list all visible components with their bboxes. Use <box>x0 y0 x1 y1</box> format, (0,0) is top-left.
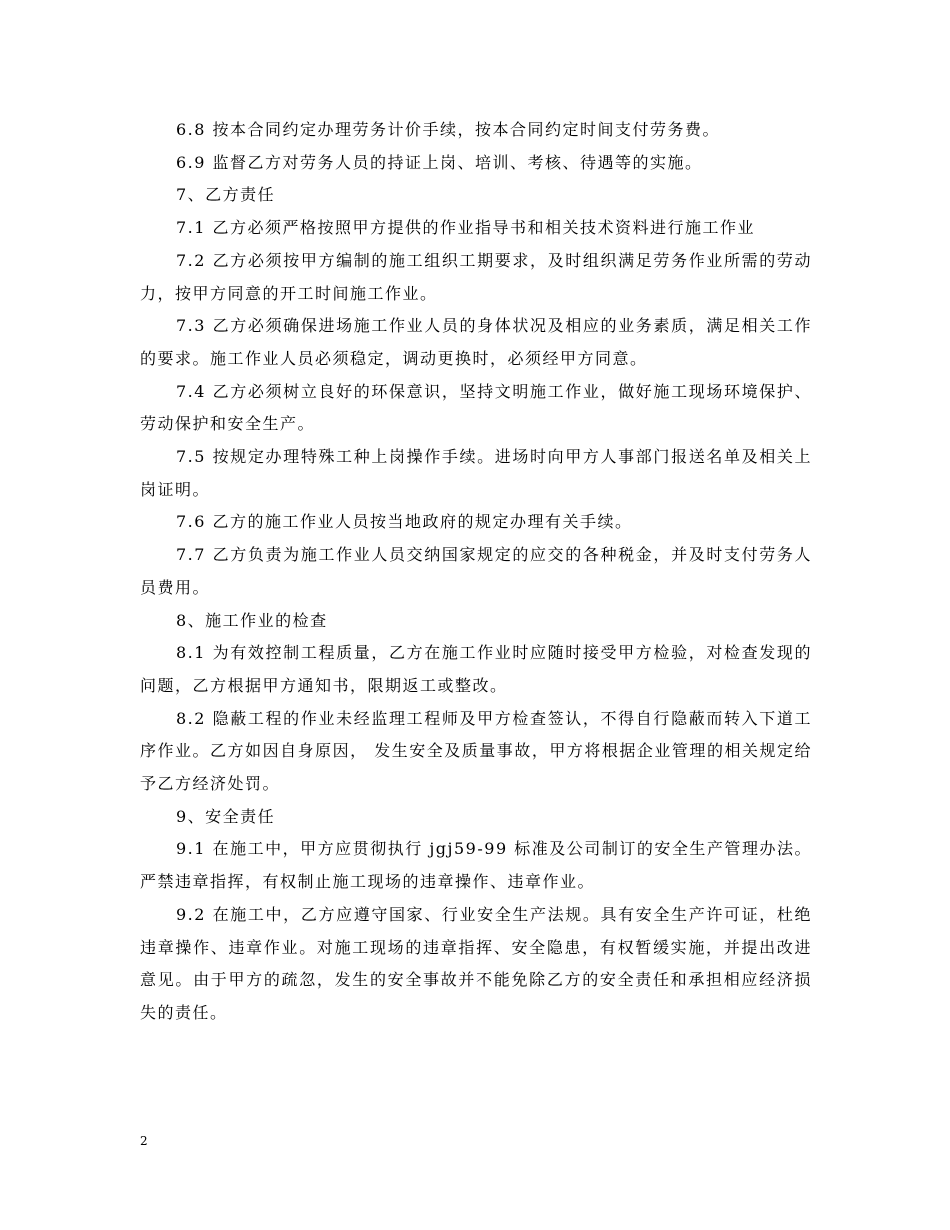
paragraph-6-8: 6.8 按本合同约定办理劳务计价手续，按本合同约定时间支付劳务费。 <box>176 120 721 139</box>
paragraph-7-6: 7.6 乙方的施工作业人员按当地政府的规定办理有关手续。 <box>176 512 633 532</box>
paragraph-9-1: 9.1 在施工中，甲方应贯彻执行 jgj59-99 标准及公司制订的安全生产管理办法。严禁违章指挥，有权制止施工现场的违章操作、违章作业。 <box>140 839 812 892</box>
section-heading-7: 7、乙方责任 <box>176 185 276 205</box>
document-body <box>140 114 812 1030</box>
paragraph-7-3: 7.3 乙方必须确保进场施工作业人员的身体状况及相应的业务素质，满足相关工作的要求。施工作业人员必须稳定，调动更换时，必须经甲方同意。 <box>140 316 812 368</box>
paragraph-8-2: 8.2 隐蔽工程的作业未经监理工程师及甲方检查签认，不得自行隐蔽而转入下道工序作业。乙方如因自身原因， 发生安全及质量事故，甲方将根据企业管理的相关规定给予乙方经济处罚。 <box>140 708 812 794</box>
paragraph-7-5: 7.5 按规定办理特殊工种上岗操作手续。进场时向甲方人事部门报送名单及相关上岗证明。 <box>140 447 812 499</box>
section-heading-8: 8、施工作业的检查 <box>176 610 328 630</box>
paragraph-7-4: 7.4 乙方必须树立良好的环保意识，坚持文明施工作业，做好施工现场环境保护、劳动保护和安全生产。 <box>140 381 812 434</box>
paragraph-6-9: 6.9 监督乙方对劳务人员的持证上岗、培训、考核、待遇等的实施。 <box>176 152 703 172</box>
page-number: 2 <box>140 1134 148 1148</box>
paragraph-7-1: 7.1 乙方必须严格按照甲方提供的作业指导书和相关技术资料进行施工作业 <box>176 218 756 238</box>
paragraph-7-2: 7.2 乙方必须按甲方编制的施工组织工期要求，及时组织满足劳务作业所需的劳动力，按甲方同意的开工时间施工作业。 <box>140 250 812 303</box>
paragraph-7-7: 7.7 乙方负责为施工作业人员交纳国家规定的应交的各种税金，并及时支付劳务人员费用。 <box>140 545 812 597</box>
paragraph-8-1: 8.1 为有效控制工程质量，乙方在施工作业时应随时接受甲方检验，对检查发现的问题，乙方根据甲方通知书，限期返工或整改。 <box>140 643 812 695</box>
paragraph-9-2: 9.2 在施工中，乙方应遵守国家、行业安全生产法规。具有安全生产许可证，杜绝违章操作、违章作业。对施工现场的违章指挥、安全隐患，有权暂缓实施，并提出改进意见。由于甲方的疏忽，发生的安全事故并不能免除乙方的安全责任和承担相应经济损失的责任。 <box>140 904 812 1022</box>
section-heading-9: 9、安全责任 <box>176 806 276 826</box>
